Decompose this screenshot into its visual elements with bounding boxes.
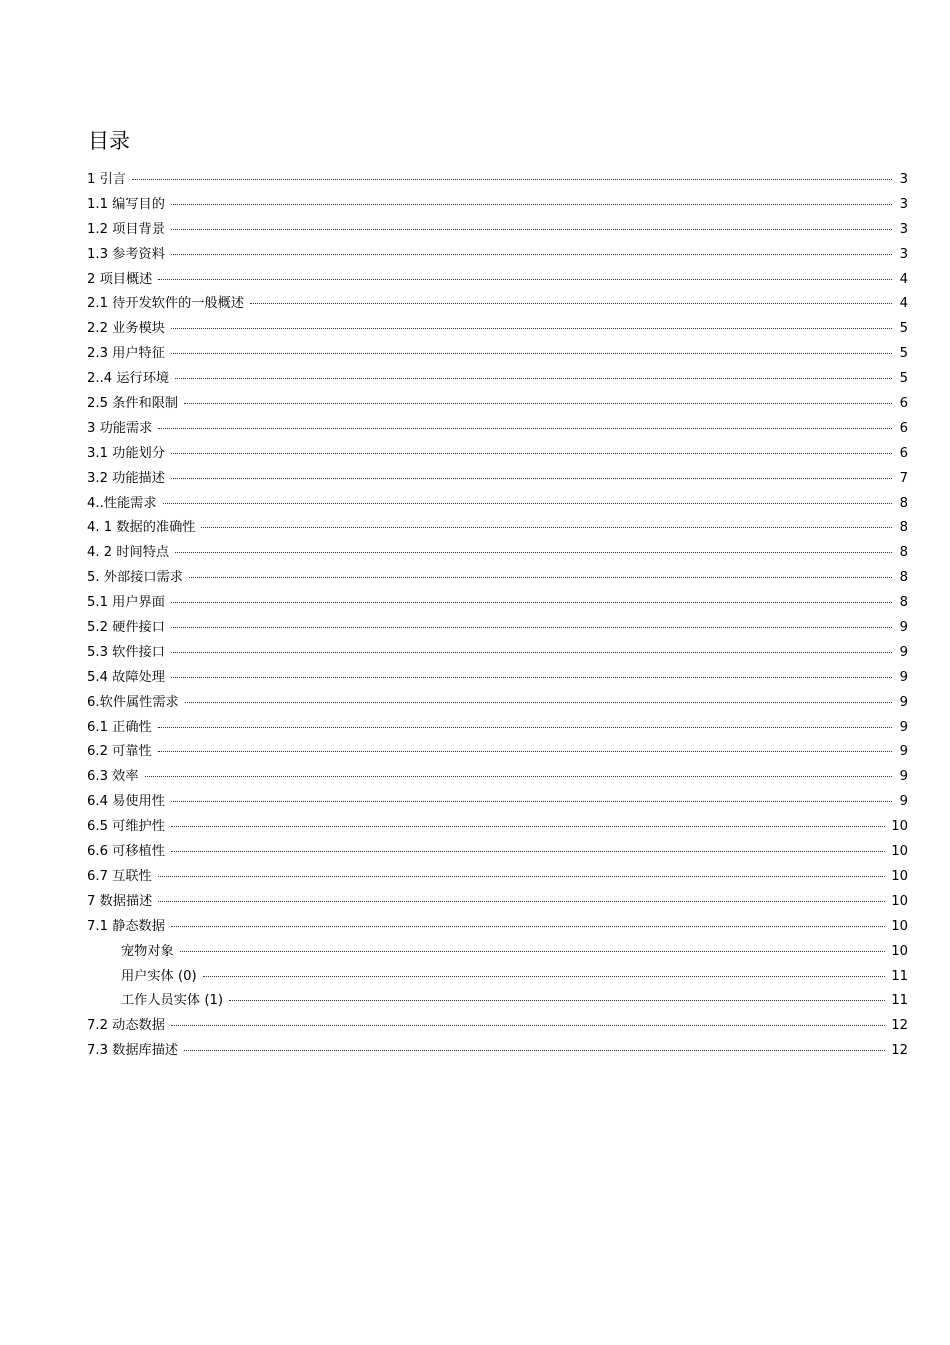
toc-entry-label: 7.2 动态数据	[87, 1018, 165, 1034]
toc-entry[interactable]	[87, 740, 908, 765]
toc-dot-leader	[171, 204, 892, 205]
toc-entry-page: 3	[899, 221, 908, 237]
toc-dot-leader	[185, 702, 892, 703]
toc-entry[interactable]	[87, 516, 908, 541]
toc-entry-label: 用户实体 (0)	[121, 968, 197, 984]
toc-dot-leader	[158, 751, 892, 752]
toc-entry-label: 7.3 数据库描述	[87, 1043, 179, 1059]
toc-entry[interactable]	[87, 193, 908, 218]
toc-dot-leader	[171, 1025, 885, 1026]
toc-entry-page: 3	[899, 172, 908, 187]
toc-entry[interactable]	[87, 417, 908, 442]
toc-entry-label: 6.4 易使用性	[87, 794, 165, 810]
toc-entry-label: 1.3 参考资料	[87, 246, 165, 262]
toc-entry[interactable]	[87, 840, 908, 865]
toc-entry-label: 5.2 硬件接口	[87, 620, 165, 636]
toc-dot-leader	[171, 926, 885, 927]
toc-entry-label: 工作人员实体 (1)	[121, 993, 223, 1009]
toc-dot-leader	[158, 901, 885, 902]
toc-entry-label: 4..性能需求	[87, 495, 157, 511]
toc-dot-leader	[250, 303, 892, 304]
toc-dot-leader	[171, 229, 892, 230]
toc-dot-leader	[171, 453, 892, 454]
toc-entry[interactable]	[87, 367, 908, 392]
toc-dot-leader	[171, 851, 885, 852]
toc-entry[interactable]	[87, 1039, 908, 1064]
toc-entry-label: 3.2 功能描述	[87, 470, 165, 486]
toc-dot-leader	[171, 627, 892, 628]
toc-dot-leader	[171, 826, 885, 827]
toc-entry-label: 2.2 业务模块	[87, 321, 165, 337]
toc-entry[interactable]	[87, 865, 908, 890]
toc-entry-page: 5	[899, 321, 908, 337]
toc-entry-label: 4. 2 时间特点	[87, 545, 170, 561]
toc-dot-leader	[171, 602, 892, 603]
toc-entry[interactable]	[87, 442, 908, 467]
toc-entry-label: 2.3 用户特征	[87, 346, 165, 362]
toc-entry-page: 9	[899, 744, 908, 760]
toc-entry-label: 2.1 待开发软件的一般概述	[87, 296, 245, 312]
toc-dot-leader	[171, 652, 892, 653]
toc-dot-leader	[171, 677, 892, 678]
toc-entry-label: 6.5 可维护性	[87, 819, 165, 835]
toc-entry-label: 5.3 软件接口	[87, 644, 165, 660]
toc-entry-page: 9	[899, 769, 908, 785]
toc-entry-page: 8	[899, 520, 908, 536]
toc-entry-page: 7	[899, 470, 908, 486]
toc-entry-label: 3.1 功能划分	[87, 445, 165, 461]
toc-dot-leader	[171, 478, 892, 479]
toc-entry-page: 10	[891, 819, 908, 835]
toc-entry-label: 2..4 运行环境	[87, 371, 170, 387]
toc-entry[interactable]	[87, 940, 908, 965]
toc-entry[interactable]	[87, 218, 908, 243]
toc-entry[interactable]	[87, 168, 908, 193]
toc-dot-leader	[189, 577, 892, 578]
toc-entry-page: 10	[891, 844, 908, 860]
toc-list	[87, 168, 908, 1064]
toc-entry-label: 7.1 静态数据	[87, 918, 165, 934]
toc-entry-page: 8	[899, 545, 908, 561]
toc-dot-leader	[158, 876, 885, 877]
toc-entry-page: 9	[899, 719, 908, 735]
toc-entry[interactable]	[87, 1014, 908, 1039]
toc-entry-label: 4. 1 数据的准确性	[87, 520, 196, 536]
toc-entry-page: 12	[891, 1018, 908, 1034]
toc-entry[interactable]	[87, 815, 908, 840]
toc-entry-page: 3	[899, 246, 908, 262]
toc-entry-page: 5	[899, 346, 908, 362]
toc-entry-page: 12	[891, 1043, 908, 1059]
toc-dot-leader	[171, 328, 892, 329]
toc-entry-page: 3	[899, 196, 908, 212]
toc-dot-leader	[203, 976, 886, 977]
toc-entry-page: 11	[891, 968, 908, 984]
toc-entry[interactable]	[87, 666, 908, 691]
toc-entry-label: 2 项目概述	[87, 271, 153, 287]
toc-entry-page: 4	[899, 271, 908, 287]
toc-entry-page: 6	[899, 396, 908, 412]
toc-entry[interactable]	[87, 467, 908, 492]
toc-dot-leader	[163, 503, 892, 504]
toc-dot-leader	[171, 353, 892, 354]
toc-entry[interactable]	[87, 342, 908, 367]
toc-entry[interactable]	[87, 716, 908, 741]
toc-dot-leader	[184, 1050, 885, 1051]
toc-entry-page: 6	[899, 445, 908, 461]
toc-entry-page: 9	[899, 620, 908, 636]
toc-entry[interactable]	[87, 965, 908, 990]
toc-entry[interactable]	[87, 541, 908, 566]
toc-entry-page: 9	[899, 669, 908, 685]
toc-entry-page: 10	[891, 893, 908, 909]
toc-dot-leader	[171, 254, 892, 255]
toc-entry-page: 11	[891, 993, 908, 1009]
toc-entry[interactable]	[87, 989, 908, 1014]
toc-entry[interactable]	[87, 616, 908, 641]
toc-dot-leader	[184, 403, 892, 404]
toc-entry[interactable]	[87, 292, 908, 317]
toc-entry-label: 6.6 可移植性	[87, 844, 165, 860]
toc-entry-label: 6.2 可靠性	[87, 744, 152, 760]
toc-dot-leader	[132, 179, 892, 180]
toc-entry-label: 6.7 互联性	[87, 868, 152, 884]
toc-entry-label: 7 数据描述	[87, 893, 153, 909]
toc-entry-label: 6.软件属性需求	[87, 694, 179, 710]
toc-entry-page: 5	[899, 371, 908, 387]
toc-entry-page: 9	[899, 794, 908, 810]
toc-entry[interactable]	[87, 317, 908, 342]
toc-entry-label: 3 功能需求	[87, 420, 153, 436]
toc-entry[interactable]	[87, 915, 908, 940]
toc-dot-leader	[158, 428, 892, 429]
toc-dot-leader	[158, 727, 892, 728]
toc-entry-label: 1.2 项目背景	[87, 221, 165, 237]
toc-dot-leader	[158, 279, 892, 280]
toc-entry-page: 6	[899, 420, 908, 436]
toc-entry[interactable]	[87, 392, 908, 417]
toc-entry-label: 5. 外部接口需求	[87, 570, 183, 586]
toc-entry[interactable]	[87, 492, 908, 517]
toc-entry-page: 4	[899, 296, 908, 312]
toc-entry[interactable]	[87, 243, 908, 268]
toc-entry[interactable]	[87, 566, 908, 591]
toc-entry-page: 9	[899, 694, 908, 710]
toc-entry-page: 10	[891, 868, 908, 884]
toc-entry-label: 2.5 条件和限制	[87, 396, 179, 412]
toc-entry-page: 9	[899, 644, 908, 660]
toc-dot-leader	[201, 527, 892, 528]
toc-dot-leader	[175, 552, 892, 553]
toc-entry-label: 5.1 用户界面	[87, 595, 165, 611]
toc-dot-leader	[171, 801, 892, 802]
toc-entry[interactable]	[87, 268, 908, 293]
toc-entry[interactable]	[87, 765, 908, 790]
toc-entry[interactable]	[87, 790, 908, 815]
toc-entry-page: 8	[899, 570, 908, 586]
toc-entry-label: 1 引言	[87, 172, 126, 187]
toc-entry-page: 10	[891, 918, 908, 934]
toc-entry[interactable]	[87, 591, 908, 616]
toc-entry-page: 8	[899, 495, 908, 511]
toc-entry[interactable]	[87, 641, 908, 666]
toc-dot-leader	[175, 378, 892, 379]
toc-title: 目录	[88, 129, 130, 153]
toc-entry[interactable]	[87, 890, 908, 915]
toc-entry[interactable]	[87, 691, 908, 716]
toc-entry-label: 5.4 故障处理	[87, 669, 165, 685]
toc-entry-page: 8	[899, 595, 908, 611]
toc-entry-label: 6.3 效率	[87, 769, 139, 785]
toc-dot-leader	[145, 776, 892, 777]
toc-dot-leader	[229, 1000, 885, 1001]
toc-dot-leader	[180, 951, 885, 952]
toc-entry-label: 1.1 编写目的	[87, 196, 165, 212]
toc-entry-label: 宠物对象	[121, 943, 174, 959]
toc-entry-label: 6.1 正确性	[87, 719, 152, 735]
toc-entry-page: 10	[891, 943, 908, 959]
